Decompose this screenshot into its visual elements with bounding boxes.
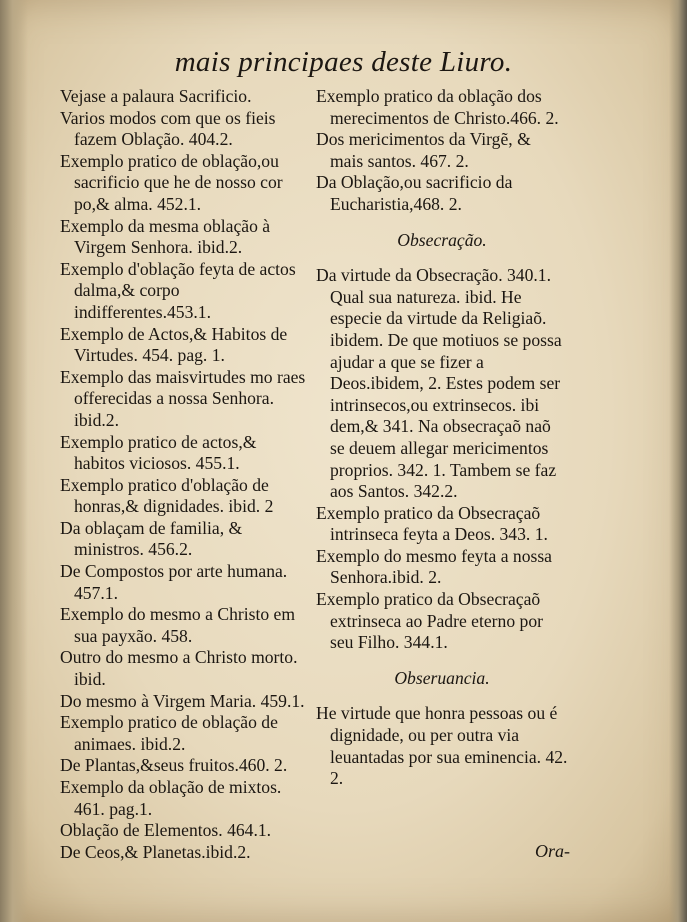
section-heading-obsecracao: Obsecração.	[397, 229, 487, 250]
index-entry: Da oblaçam de familia, & ministros. 456.2.	[60, 517, 243, 560]
index-entry: De Plantas,&seus fruitos.460. 2.	[60, 755, 288, 776]
running-header: mais principaes deste Liuro.	[174, 46, 513, 78]
index-entry: Exemplo da mesma oblação à Virgem Senhora. ibid.2.	[60, 215, 271, 258]
index-entry: Exemplo das maisvirtudes mo raes offerecidas a nossa Senhora. ibid.2.	[60, 366, 306, 430]
index-entry: Vejase a palaura Sacrificio.	[60, 86, 252, 106]
index-entry: Exemplo de Actos,& Habitos de Virtudes. 454. pag. 1.	[60, 323, 288, 366]
index-entry: Exemplo pratico da Obsecraçaõ intrinseca feyta a Deos. 343. 1.	[316, 502, 548, 545]
index-entry: Exemplo do mesmo feyta a nossa Senhora.ibid. 2.	[316, 545, 552, 588]
index-entry: Exemplo pratico d'oblação de honras,& dignidades. ibid. 2	[60, 474, 274, 517]
right-column	[316, 86, 568, 790]
index-entry: Exemplo pratico da Obsecraçaõ extrinseca ao Padre eterno por seu Filho. 344.1.	[316, 589, 543, 653]
catchword: Ora-	[535, 841, 570, 861]
index-entry: Dos mericimentos da Virgẽ, & mais santos. 467. 2.	[316, 129, 531, 171]
index-entry: Exemplo pratico de oblação de animaes. ibid.2.	[60, 712, 278, 754]
index-entry: De Ceos,& Planetas.ibid.2.	[60, 841, 251, 862]
index-entry: Exemplo pratico da oblação dos merecimentos de Christo.466. 2.	[316, 86, 559, 128]
index-entry: Outro do mesmo a Christo morto. ibid.	[60, 647, 298, 690]
index-entry: Exemplo da oblação de mixtos. 461. pag.1.	[60, 777, 282, 819]
index-entry: He virtude que honra pessoas ou é dignidade, ou per outra via leuantadas por sua eminencia. 42. 2.	[316, 703, 568, 789]
index-entry: Varios modos com que os fieis fazem Oblação. 404.2.	[60, 107, 276, 150]
index-entry: Oblação de Elementos. 464.1.	[60, 820, 272, 841]
index-entry: De Compostos por arte humana. 457.1.	[60, 561, 288, 603]
index-entry: Da Oblação,ou sacrificio da Eucharistia,468. 2.	[316, 172, 513, 214]
index-entry: Exemplo pratico de actos,& habitos viciosos. 455.1.	[60, 431, 257, 474]
index-entry: Exemplo do mesmo a Christo em sua payxão. 458.	[60, 604, 296, 646]
index-entry: Do mesmo à Virgem Maria. 459.1.	[60, 690, 305, 711]
page-left-edge	[0, 0, 28, 922]
index-entry: Exemplo d'oblação feyta de actos dalma,& corpo indifferentes.453.1.	[60, 258, 296, 322]
index-entry: Exemplo pratico de oblação,ou sacrificio que he de nosso cor po,& alma. 452.1.	[60, 150, 283, 214]
page-right-edge	[669, 0, 687, 922]
left-column	[60, 86, 310, 863]
index-entry: Da virtude da Obsecração. 340.1. Qual sua natureza. ibid. He especie da virtude da Religiaõ. ibidem. De que motiuos se possa ajudar a que se fizer a Deos.ibidem, 2. Estes podem ser intrinsecos,ou extrinsecos. ibi dem,& 341. Na obsecraçaõ naõ se deuem allegar mericimentos proprios. 342. 1. Tambem se faz aos Santos. 342.2.	[316, 265, 562, 502]
section-heading-observancia: Obseruancia.	[394, 667, 490, 688]
